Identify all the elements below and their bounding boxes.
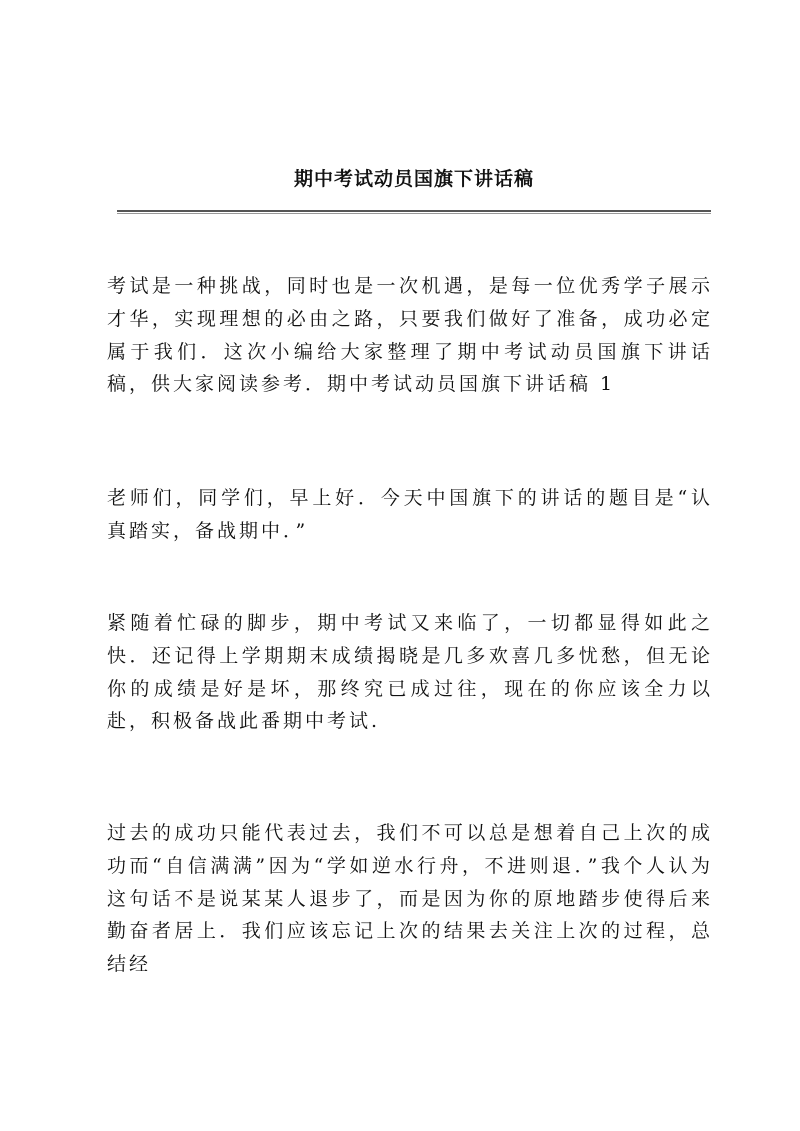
paragraph-intro: 考试是一种挑战，同时也是一次机遇，是每一位优秀学子展示才华，实现理想的必由之路，只要我们做好了准备，成功必定属于我们．这次小编给大家整理了期中考试动员国旗下讲话稿，供大家阅读参考．期中考试动员国旗下讲话稿 1: [107, 275, 713, 396]
paragraph-greeting: 老师们，同学们，早上好．今天中国旗下的讲话的题目是“认真踏实，备战期中．”: [107, 487, 713, 542]
title-divider: [117, 210, 711, 214]
paragraph-past-success: 过去的成功只能代表过去，我们不可以总是想着自己上次的成功而“自信满满”因为“学如逆水行舟，不进则退．”我个人认为这句话不是说某某人退步了，而是因为你的原地踏步使得后来勤奋者居上．我们应该忘记上次的结果去关注上次的过程，总结经: [107, 822, 713, 976]
document-title: 期中考试动员国旗下讲话稿: [293, 168, 534, 190]
paragraph-exam-approaching: 紧随着忙碌的脚步，期中考试又来临了，一切都显得如此之快．还记得上学期期末成绩揭晓是几多欢喜几多忧愁，但无论你的成绩是好是坏，那终究已成过往，现在的你应该全力以赴，积极备战此番期中考试.: [107, 612, 713, 733]
